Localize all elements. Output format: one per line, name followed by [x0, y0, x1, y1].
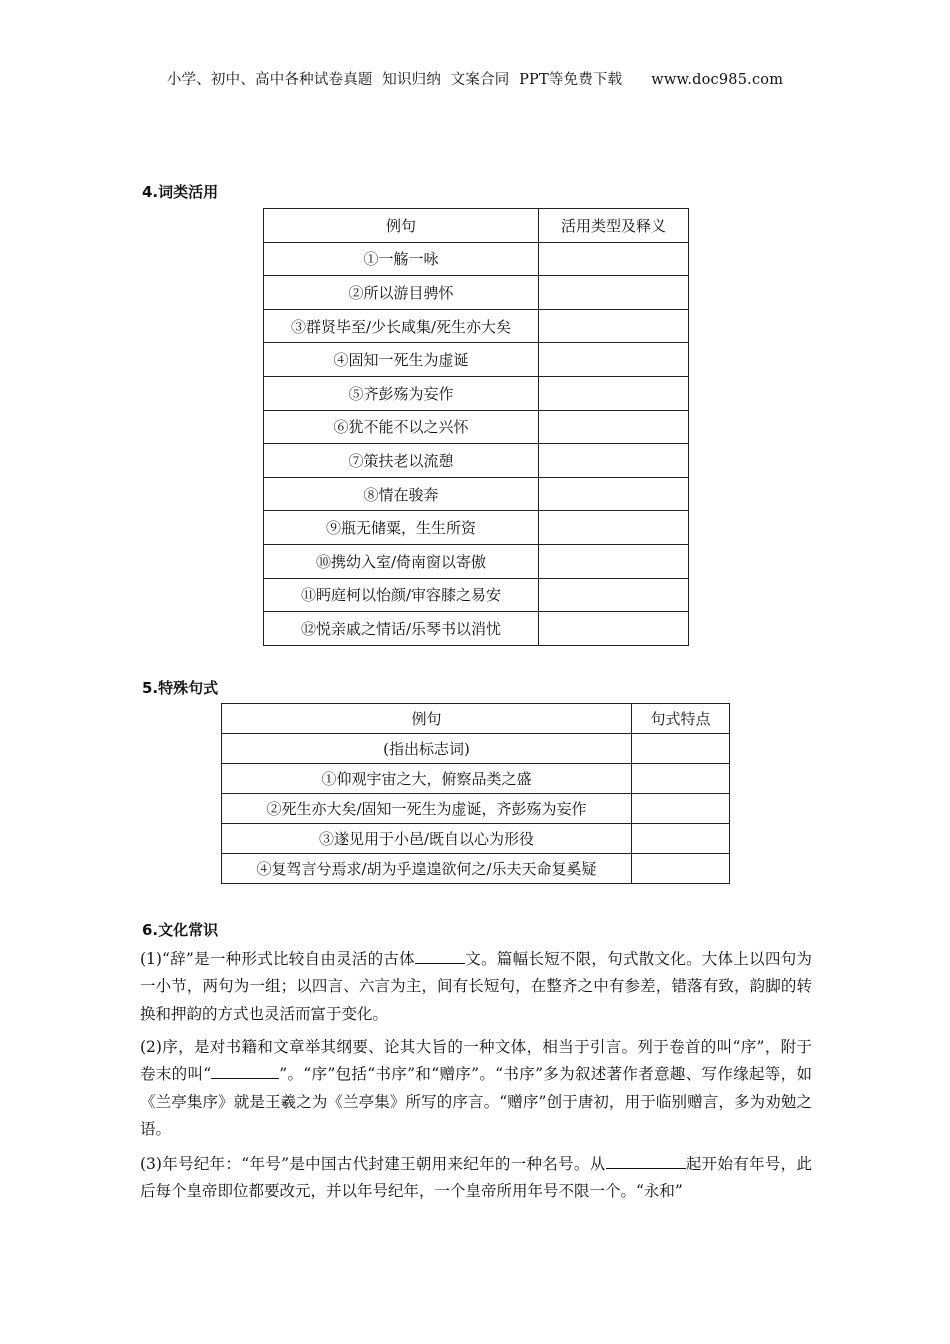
example-cell: ④复驾言兮焉求/胡为乎遑遑欲何之/乐夫天命复奚疑 — [222, 854, 632, 884]
table-row — [264, 242, 689, 276]
table-row — [264, 612, 689, 646]
example-cell: ④固知一死生为虚诞 — [264, 343, 539, 377]
example-cell: ⑦策扶老以流憩 — [264, 444, 539, 478]
table-row — [264, 544, 689, 578]
col-usage-header: 活用类型及释义 — [539, 209, 689, 243]
table-row — [222, 824, 730, 854]
example-cell: ③群贤毕至/少长咸集/死生亦大矣 — [264, 309, 539, 343]
example-cell: ⑪眄庭柯以怡颜/审容膝之易安 — [264, 578, 539, 612]
col-example-header: 例句 — [222, 704, 632, 734]
word-usage-table — [263, 208, 689, 646]
answer-cell[interactable] — [539, 376, 689, 410]
table-header-row — [264, 209, 689, 243]
example-cell: ⑤齐彭殇为妄作 — [264, 376, 539, 410]
answer-cell[interactable] — [539, 477, 689, 511]
paragraph-xu — [140, 1034, 812, 1143]
example-cell: ⑩携幼入室/倚南窗以寄傲 — [264, 544, 539, 578]
example-cell: ③遂见用于小邑/既自以心为形役 — [222, 824, 632, 854]
example-cell: ②所以游目骋怀 — [264, 276, 539, 310]
answer-cell[interactable] — [539, 511, 689, 545]
fill-blank[interactable] — [606, 1151, 686, 1169]
answer-cell[interactable] — [539, 242, 689, 276]
answer-cell[interactable] — [539, 410, 689, 444]
paragraph-text: 起开始有年号，此后每个皇帝即位都要改元，并以年号纪年，一个皇帝所用年号不限一个。“永和” — [140, 1155, 812, 1201]
table-row — [264, 477, 689, 511]
paragraph-text: (2)序，是对书籍和文章举其纲要、论其大旨的一种文体，相当于引言。列于卷首的叫“序”，附于卷末的叫“ — [140, 1038, 812, 1084]
answer-cell[interactable] — [539, 343, 689, 377]
special-sentence-table — [221, 703, 730, 884]
table-row — [264, 343, 689, 377]
col-feature-header: 句式特点 — [632, 704, 730, 734]
answer-cell[interactable] — [539, 309, 689, 343]
section5-title: 5.特殊句式 — [142, 679, 219, 697]
table-row — [264, 276, 689, 310]
answer-cell[interactable] — [632, 854, 730, 884]
table-row — [264, 309, 689, 343]
example-cell: ①仰观宇宙之大，俯察品类之盛 — [222, 764, 632, 794]
table-row — [222, 734, 730, 764]
paragraph-text: (3)年号纪年：“年号”是中国古代封建王朝用来纪年的一种名号。从 — [140, 1155, 606, 1173]
table-row — [264, 444, 689, 478]
example-cell: ⑫悦亲戚之情话/乐琴书以消忧 — [264, 612, 539, 646]
example-cell: ②死生亦大矣/固知一死生为虚诞，齐彭殇为妄作 — [222, 794, 632, 824]
answer-cell[interactable] — [539, 578, 689, 612]
table-header-row — [222, 704, 730, 734]
table-row — [264, 578, 689, 612]
page-header: 小学、初中、高中各种试卷真题 知识归纳 文案合同 PPT等免费下载 www.doc985.com — [166, 72, 784, 88]
paragraph-text: 文。篇幅长短不限，句式散文化。大体上以四句为一小节，两句为一组；以四言、六言为主，间有长短句，在整齐之中有参差，错落有致，韵脚的转换和押韵的方式也灵活而富于变化。 — [140, 950, 812, 1023]
section6-title: 6.文化常识 — [142, 921, 219, 939]
fill-blank[interactable] — [211, 1061, 279, 1079]
answer-cell[interactable] — [632, 794, 730, 824]
example-cell: ①一觞一咏 — [264, 242, 539, 276]
col-example-header: 例句 — [264, 209, 539, 243]
example-cell: ⑧情在骏奔 — [264, 477, 539, 511]
table-row — [222, 764, 730, 794]
answer-cell[interactable] — [539, 612, 689, 646]
answer-cell[interactable] — [632, 734, 730, 764]
example-cell: (指出标志词) — [222, 734, 632, 764]
answer-cell[interactable] — [539, 276, 689, 310]
paragraph-nianhao — [140, 1151, 812, 1206]
table-row — [222, 794, 730, 824]
paragraph-text: (1)“辞”是一种形式比较自由灵活的古体 — [140, 950, 415, 968]
paragraph-text: ”。“序”包括“书序”和“赠序”。“书序”多为叙述著作者意趣、写作缘起等，如《兰亭集序》就是王羲之为《兰亭集》所写的序言。“赠序”创于唐初，用于临别赠言，多为劝勉之语。 — [140, 1065, 812, 1138]
table-row — [264, 511, 689, 545]
table-row — [264, 376, 689, 410]
example-cell: ⑥犹不能不以之兴怀 — [264, 410, 539, 444]
fill-blank[interactable] — [415, 946, 465, 964]
answer-cell[interactable] — [632, 824, 730, 854]
table-row — [264, 410, 689, 444]
answer-cell[interactable] — [539, 444, 689, 478]
example-cell: ⑨瓶无储粟，生生所资 — [264, 511, 539, 545]
section4-title: 4.词类活用 — [142, 183, 219, 201]
paragraph-ci — [140, 946, 812, 1028]
answer-cell[interactable] — [539, 544, 689, 578]
answer-cell[interactable] — [632, 764, 730, 794]
table-row — [222, 854, 730, 884]
